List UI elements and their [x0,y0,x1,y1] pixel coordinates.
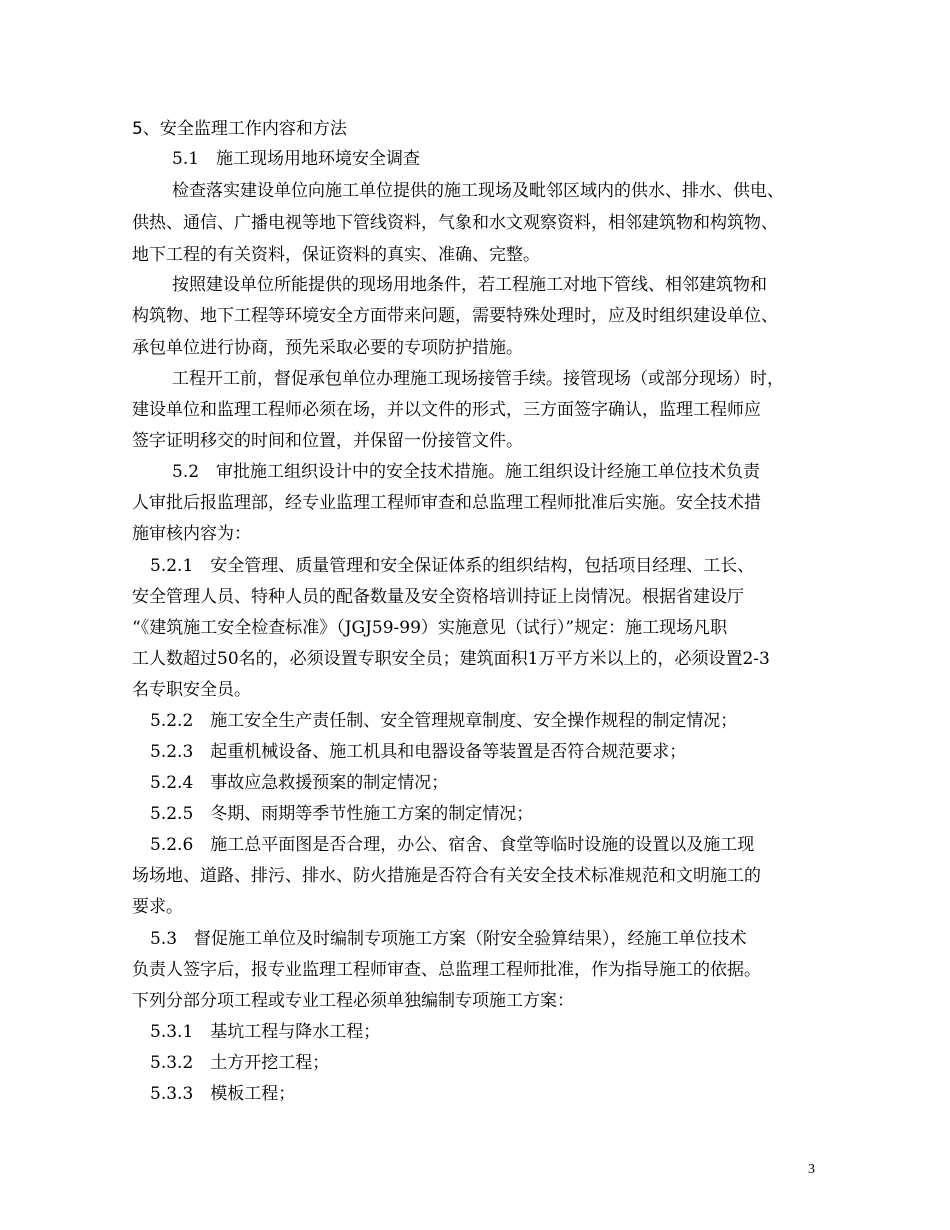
paragraph-line: 构筑物、地下工程等环境安全方面带来问题，需要特殊处理时，应及时组织建设单位、 [132,306,778,326]
paragraph-line: 工程开工前，督促承包单位办理施工现场接管手续。接管现场（或部分现场）时， [172,369,784,389]
list-item: 5.3.3 模板工程； [150,1084,296,1104]
subsection-title: 5.1 施工现场用地环境安全调查 [172,149,421,169]
paragraph-line: 按照建设单位所能提供的现场用地条件，若工程施工对地下管线、相邻建筑物和 [172,275,767,295]
paragraph-line: 建设单位和监理工程师必须在场，并以文件的形式，三方面签字确认，监理工程师应 [132,400,761,420]
list-item: 5.2.2 施工安全生产责任制、安全管理规章制度、安全操作规程的制定情况； [150,711,738,731]
list-item: 5.3.2 土方开挖工程； [150,1053,330,1073]
list-item: 5.3.1 基坑工程与降水工程； [150,1022,381,1042]
paragraph-line: 名专职安全员。 [132,680,251,700]
list-item: 5.2.6 施工总平面图是否合理，办公、宿舍、食堂等临时设施的设置以及施工现 [150,835,755,855]
paragraph-line: 下列分部分项工程或专业工程必须单独编制专项施工方案： [132,991,574,1011]
list-item: 5.3 督促施工单位及时编制专项施工方案（附安全验算结果），经施工单位技术 [150,929,747,949]
paragraph-line: 人审批后报监理部，经专业监理工程师审查和总监理工程师批准后实施。安全技术措 [132,493,761,513]
paragraph-line: 场场地、道路、排污、排水、防火措施是否符合有关安全技术标准规范和文明施工的 [132,866,761,886]
section-heading: 5、安全监理工作内容和方法 [132,119,347,139]
list-item: 5.2.5 冬期、雨期等季节性施工方案的制定情况； [150,804,534,824]
list-item: 5.2.3 起重机械设备、施工机具和电器设备等装置是否符合规范要求； [150,742,687,762]
paragraph-line: 负责人签字后，报专业监理工程师审查、总监理工程师批准，作为指导施工的依据。 [132,960,761,980]
page-number: 3 [808,1162,815,1177]
paragraph-line: 施审核内容为： [132,524,251,544]
paragraph-line: 安全管理人员、特种人员的配备数量及安全资格培训持证上岗情况。根据省建设厅 [132,587,744,607]
paragraph-line: 地下工程的有关资料，保证资料的真实、准确、完整。 [132,245,540,265]
paragraph-line: 供热、通信、广播电视等地下管线资料，气象和水文观察资料，相邻建筑物和构筑物、 [132,213,778,233]
paragraph-line: 检查落实建设单位向施工单位提供的施工现场及毗邻区域内的供水、排水、供电、 [172,181,784,201]
paragraph-line: “《建筑施工安全检查标准》（JGJ59-99）实施意见（试行）”规定：施工现场凡职 [132,618,728,638]
list-item: 5.2.4 事故应急救援预案的制定情况； [150,773,449,793]
paragraph-line: 承包单位进行协商，预先采取必要的专项防护措施。 [132,338,523,358]
paragraph-line: 要求。 [132,897,183,917]
list-item: 5.2.1 安全管理、质量管理和安全保证体系的组织结构，包括项目经理、工长、 [150,556,755,576]
paragraph-line: 工人数超过50名的，必须设置专职安全员；建筑面积1万平方米以上的，必须设置2-3 [132,649,770,669]
paragraph-line: 签字证明移交的时间和位置，并保留一份接管文件。 [132,431,523,451]
paragraph-line: 5.2 审批施工组织设计中的安全技术措施。施工组织设计经施工单位技术负责 [172,462,761,482]
